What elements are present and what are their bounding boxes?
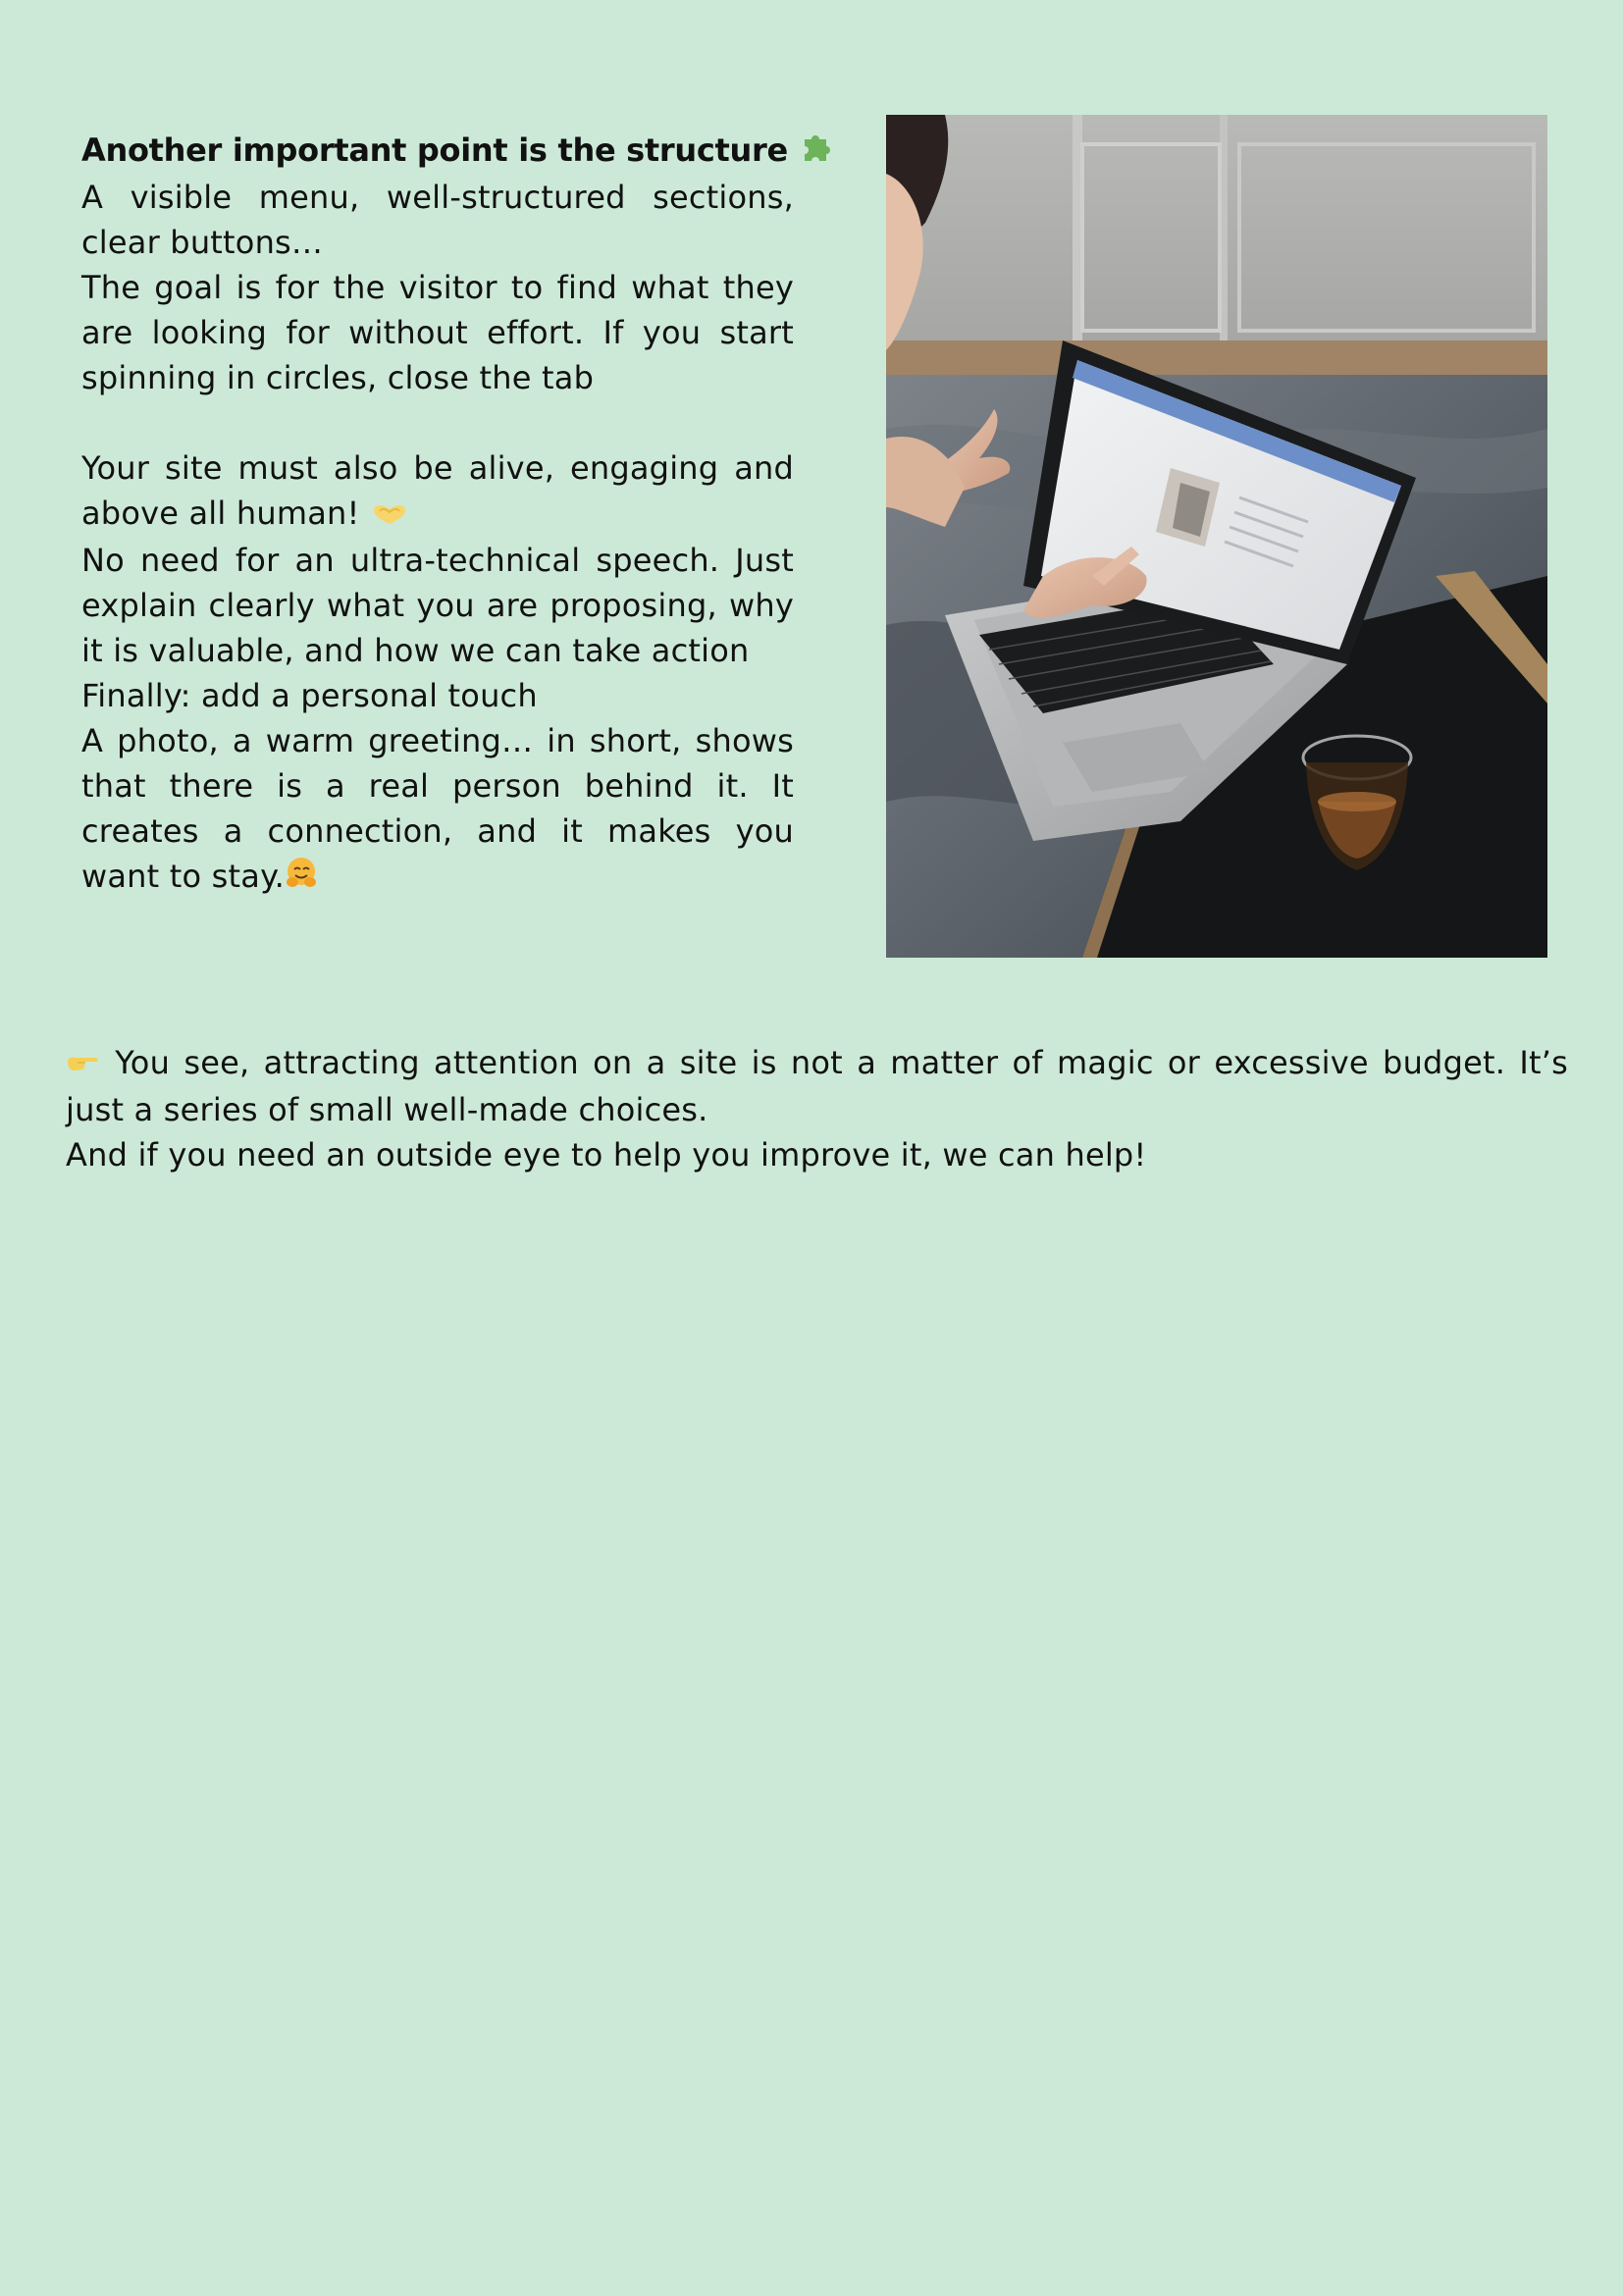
- paragraph-photo-greeting: [81, 718, 794, 901]
- paragraph-personal-touch: Finally: add a personal touch: [81, 677, 538, 714]
- section-heading: [81, 128, 794, 175]
- paragraph-speech: No need for an ultra-technical speech. Just explain clearly what you are proposing, why it is valuable, and how we can take action: [81, 542, 794, 669]
- closing-paragraph: [66, 1040, 1568, 1132]
- paragraph-human: [81, 445, 794, 538]
- pointing-hand-icon: [66, 1042, 101, 1087]
- closing-line-1: You see, attracting attention on a site is not a matter of magic or excessive budget. It’s just a series of small well-made choices.: [66, 1044, 1569, 1128]
- closing-text: [66, 1040, 1568, 1177]
- closing-line-2: And if you need an outside eye to help you improve it, we can help!: [66, 1136, 1147, 1174]
- hugging-face-icon: [285, 856, 318, 901]
- paragraph-menu: A visible menu, well-structured sections, clear buttons…: [81, 179, 794, 261]
- puzzle-piece-icon: [799, 130, 832, 175]
- left-text-column: [81, 128, 794, 901]
- heading-text: Another important point is the structure: [81, 131, 788, 169]
- paragraph-goal: The goal is for the visitor to find what they are looking for without effort. If you start spinning in circles, close the tab: [81, 269, 794, 396]
- yellow-heart-hands-icon: [370, 493, 409, 538]
- paragraph-human-text: Your site must also be alive, engaging and above all human!: [81, 449, 794, 532]
- person-typing-on-laptop-photo: [886, 115, 1547, 958]
- paragraph-photo-greeting-text: A photo, a warm greeting… in short, shows that there is a real person behind it. It creates a connection, and it makes you want to stay.: [81, 722, 794, 895]
